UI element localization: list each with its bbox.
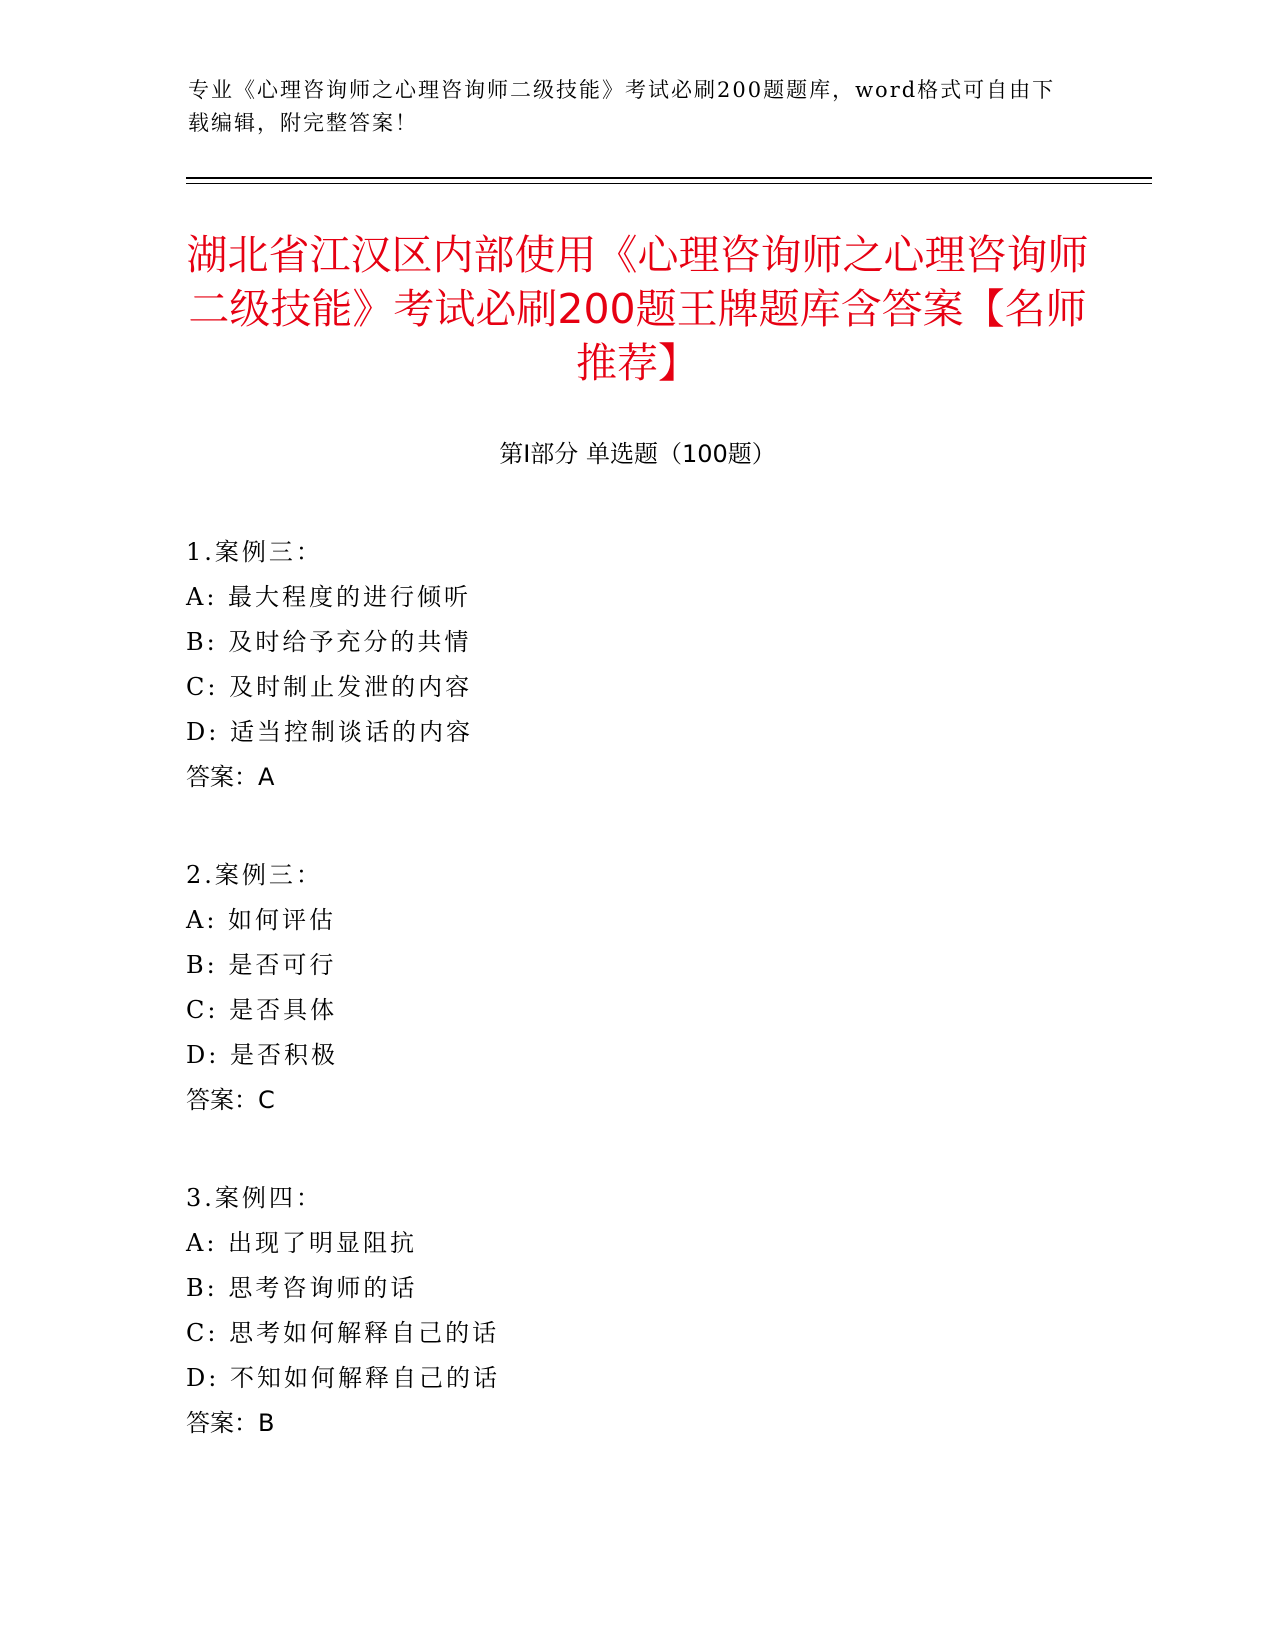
section-heading: 第Ⅰ部分 单选题（100题） [499, 440, 776, 468]
option-c: C: 是否具体 [186, 996, 338, 1024]
option-d: D: 适当控制谈话的内容 [186, 718, 473, 746]
question-3 [186, 1176, 1086, 1446]
question-1 [186, 530, 1086, 800]
question-list [186, 530, 1086, 1499]
option-d: D: 是否积极 [186, 1041, 338, 1069]
document-title: 湖北省江汉区内部使用《心理咨询师之心理咨询师二级技能》考试必刷200题王牌题库含答案【名师推荐】 [186, 231, 1089, 387]
question-stem: 2.案例三： [186, 861, 323, 889]
answer: 答案：C [186, 1086, 275, 1114]
option-a: A: 如何评估 [186, 906, 337, 934]
header-divider-thick [186, 177, 1152, 179]
option-b: B: 思考咨询师的话 [186, 1274, 418, 1302]
option-c: C: 及时制止发泄的内容 [186, 673, 473, 701]
option-a: A: 最大程度的进行倾听 [186, 583, 472, 611]
option-b: B: 是否可行 [186, 951, 337, 979]
question-stem: 1.案例三： [186, 538, 323, 566]
option-a: A: 出现了明显阻抗 [186, 1229, 418, 1257]
option-d: D: 不知如何解释自己的话 [186, 1364, 500, 1392]
question-2 [186, 853, 1086, 1123]
question-stem: 3.案例四： [186, 1184, 323, 1212]
header-note: 专业《心理咨询师之心理咨询师二级技能》考试必刷200题题库，word格式可自由下载编辑，附完整答案！ [188, 78, 1056, 135]
option-b: B: 及时给予充分的共情 [186, 628, 472, 656]
answer: 答案：B [186, 1409, 275, 1437]
option-c: C: 思考如何解释自己的话 [186, 1319, 500, 1347]
answer: 答案：A [186, 763, 275, 791]
header-divider-thin [186, 183, 1152, 184]
